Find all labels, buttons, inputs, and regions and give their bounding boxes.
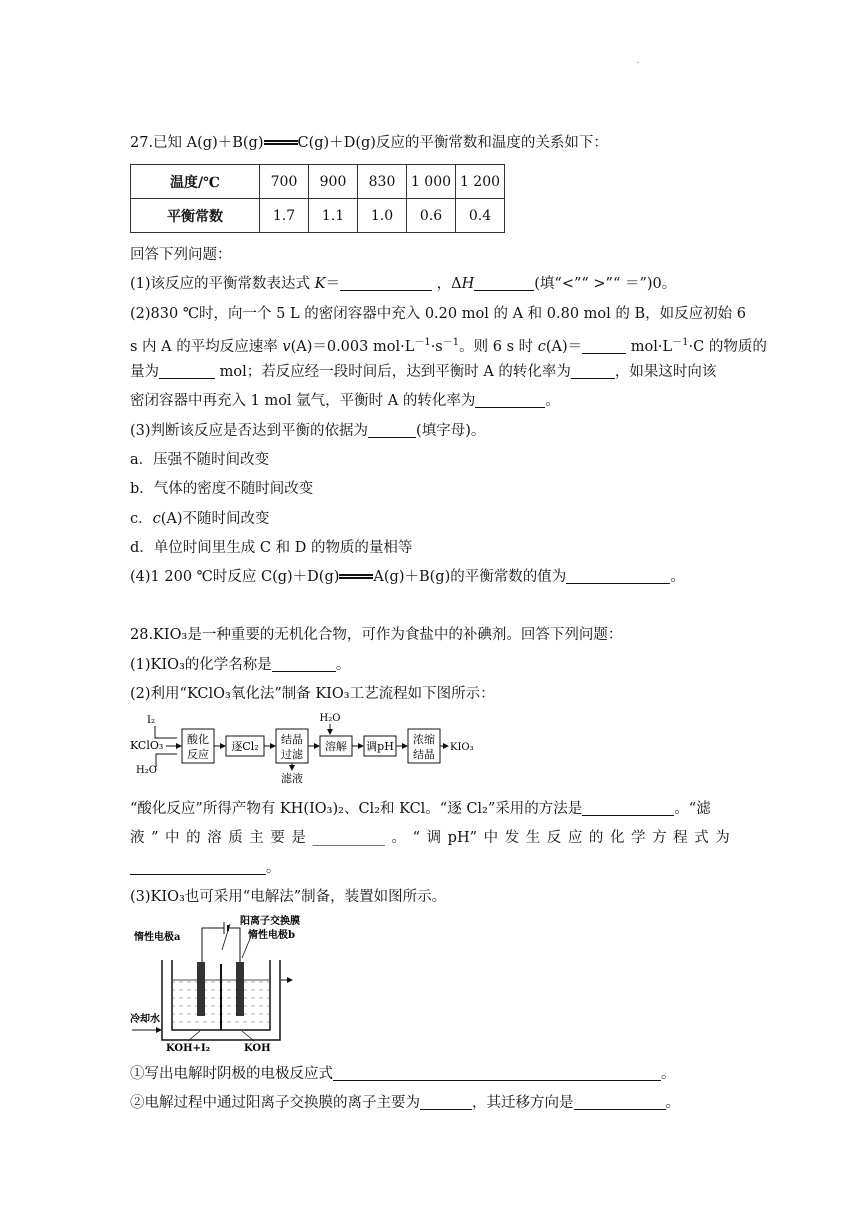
svg-text:溶解: 溶解 bbox=[325, 740, 347, 753]
table-cell: 1 200 bbox=[456, 165, 505, 199]
svg-text:反应: 反应 bbox=[187, 748, 209, 761]
q27-option-d: d．单位时间里生成 C 和 D 的物质的量相等 bbox=[130, 540, 413, 556]
q27-part2-line4: 密闭容器中再充入 1 mol 氩气，平衡时 A 的转化率为 。 bbox=[130, 393, 560, 409]
q28-title: 28.KIO₃是一种重要的无机化合物，可作为食盐中的补碘剂。回答下列问题： bbox=[130, 627, 623, 643]
answer-blank[interactable] bbox=[475, 391, 545, 408]
q27-option-b: b．气体的密度不随时间改变 bbox=[130, 481, 314, 497]
answer-blank[interactable] bbox=[582, 337, 626, 354]
table-row bbox=[131, 199, 505, 233]
table-cell: 830 bbox=[358, 165, 407, 199]
answer-blank[interactable] bbox=[272, 655, 336, 672]
svg-text:过滤: 过滤 bbox=[281, 748, 303, 761]
table-header-temperature: 温度/℃ bbox=[131, 165, 260, 199]
q28-sub1: ①写出电解时阴极的电极反应式 。 bbox=[130, 1066, 676, 1082]
answer-blank[interactable] bbox=[340, 274, 432, 291]
leader-line bbox=[242, 934, 252, 958]
table-cell: 0.6 bbox=[407, 199, 456, 233]
electrolysis-cell-diagram bbox=[130, 914, 330, 1052]
q28-sub2: ②电解过程中通过阳离子交换膜的离子主要为 ，其迁移方向是 。 bbox=[130, 1095, 680, 1111]
table-cell: 1.1 bbox=[309, 199, 358, 233]
svg-text:调pH: 调pH bbox=[366, 740, 394, 753]
label-cooling-water: 冷却水 bbox=[130, 1014, 160, 1025]
q27-option-a: a．压强不随时间改变 bbox=[130, 452, 270, 468]
q28-part3: (3)KIO₃也可采用“电解法”制备，装置如图所示。 bbox=[130, 889, 447, 905]
answer-blank[interactable] bbox=[368, 421, 416, 438]
circuit-wire bbox=[202, 928, 224, 964]
flow-input-i2: I₂ bbox=[147, 715, 155, 726]
flow-output-kio3: KIO₃ bbox=[450, 742, 474, 753]
equilibrium-arrow-icon bbox=[339, 573, 373, 579]
q27-part2-line2: s 内 A 的平均反应速率 v(A)＝0.003 $mol\cdot L^{-1}\cdot s^{-1}$。则 6 s 时 $c(A)= mol\cdot L^{-1}\cdot C$ 的物质的 bbox=[130, 337, 767, 355]
answer-blank[interactable] bbox=[420, 1093, 472, 1110]
table-row bbox=[131, 165, 505, 199]
label-right-solution: KOH bbox=[244, 1043, 271, 1054]
electrode-b bbox=[236, 962, 244, 1016]
answer-blank[interactable] bbox=[333, 1064, 661, 1081]
answer-blank[interactable] bbox=[130, 858, 266, 875]
table-cell: 1 000 bbox=[407, 165, 456, 199]
q28-part1: (1)KIO₃的化学名称是 。 bbox=[130, 657, 351, 673]
flow-filtrate: 滤液 bbox=[281, 772, 303, 785]
label-left-solution: KOH+I₂ bbox=[166, 1043, 211, 1054]
table-cell: 0.4 bbox=[456, 199, 505, 233]
q27-part1: (1)该反应的平衡常数表达式 K＝ ，ΔH (填“<”“ >”“ ＝”)0。 bbox=[130, 276, 677, 292]
answer-blank[interactable] bbox=[474, 274, 534, 291]
equilibrium-arrow-icon bbox=[264, 139, 298, 145]
q27-part2-line1: (2)830 ℃时，向一个 5 L 的密闭容器中充入 0.20 mol 的 A 和 0.80 mol 的 B，如反应初始 6 bbox=[130, 306, 746, 322]
table-cell: 700 bbox=[260, 165, 309, 199]
circuit-wire bbox=[228, 928, 240, 964]
answer-blank[interactable] bbox=[566, 567, 670, 584]
table-cell: 1.0 bbox=[358, 199, 407, 233]
answer-blank[interactable] bbox=[571, 362, 615, 379]
answer-blank[interactable] bbox=[574, 1093, 666, 1110]
flow-input-kclo3: KClO₃ bbox=[130, 739, 164, 752]
flow-h2o-top: H₂O bbox=[319, 713, 341, 724]
electrode-a bbox=[197, 962, 205, 1016]
q28-part2: (2)利用“KClO₃氧化法”制备 KIO₃工艺流程如下图所示： bbox=[130, 686, 495, 702]
svg-text:浓缩: 浓缩 bbox=[413, 733, 435, 746]
svg-text:结晶: 结晶 bbox=[281, 733, 303, 746]
table-cell: 900 bbox=[309, 165, 358, 199]
table-header-constant: 平衡常数 bbox=[131, 199, 260, 233]
q27-title: 27.已知 A(g)＋B(g) C(g)＋D(g)反应的平衡常数和温度的关系如下： bbox=[130, 135, 608, 151]
flow-input-h2o: H₂O bbox=[136, 765, 157, 776]
q27-prompt: 回答下列问题： bbox=[130, 247, 232, 263]
flow-line bbox=[156, 754, 177, 767]
q27-option-c: c．c(A)不随时间改变 bbox=[130, 511, 270, 527]
q28-text-line1: “酸化反应”所得产物有 KH(IO₃)₂、Cl₂和 KCl。“逐 Cl₂”采用的方法是 。“滤 bbox=[130, 801, 711, 817]
kio3-process-flow-diagram bbox=[130, 710, 474, 785]
label-electrode-a: 惰性电极a bbox=[134, 932, 181, 943]
q27-part4: (4)1 200 ℃时反应 C(g)＋D(g) A(g)＋B(g)的平衡常数的值为 。 bbox=[130, 569, 685, 585]
q27-part3: (3)判断该反应是否达到平衡的依据为 (填字母)。 bbox=[130, 423, 486, 439]
svg-text:酸化: 酸化 bbox=[187, 733, 209, 746]
equilibrium-constant-table bbox=[130, 164, 505, 233]
answer-blank[interactable] bbox=[582, 799, 674, 816]
page-mark: · bbox=[636, 58, 640, 69]
answer-blank[interactable] bbox=[159, 362, 215, 379]
svg-text:结晶: 结晶 bbox=[413, 748, 435, 761]
q27-part2-line3: 量为 mol；若反应经一段时间后，达到平衡时 A 的转化率为 ，如果这时向该 bbox=[130, 364, 717, 380]
table-cell: 1.7 bbox=[260, 199, 309, 233]
answer-blank[interactable]: __________ bbox=[312, 830, 385, 846]
q28-text-line2: 液 ” 中 的 溶 质 主 要 是 __________ 。 “ 调 pH” 中 发 生 反 应 的 化 学 方 程 式 为 bbox=[130, 827, 730, 849]
label-cation-membrane: 阳离子交换膜 bbox=[240, 916, 300, 927]
q28-text-line3: 。 bbox=[130, 857, 281, 879]
flow-line bbox=[155, 726, 177, 738]
svg-text:逐Cl₂: 逐Cl₂ bbox=[231, 740, 259, 753]
label-electrode-b: 惰性电极b bbox=[248, 930, 295, 941]
